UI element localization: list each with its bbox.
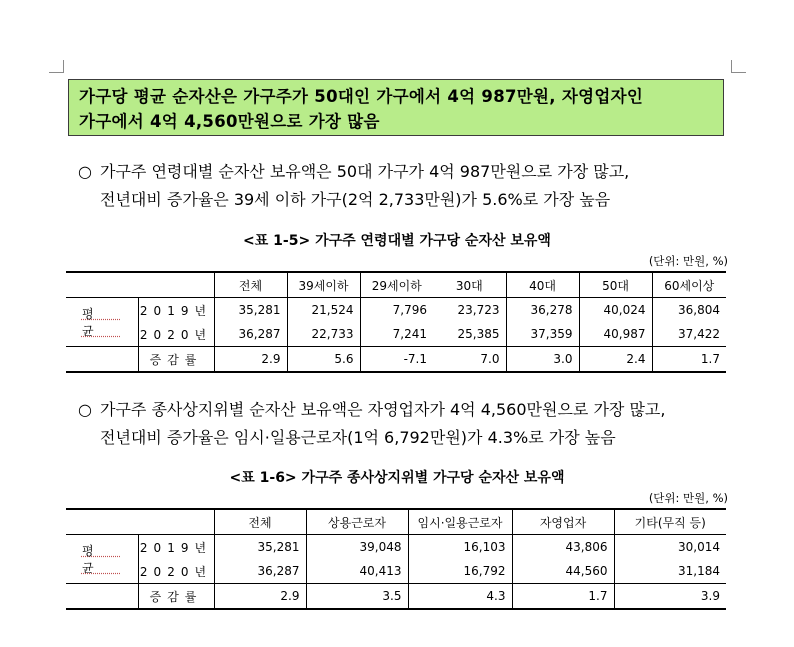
table1-inc-label: 증감률	[138, 347, 214, 373]
table1-cell: 36,287	[214, 322, 287, 347]
table2-inc-cell: 3.9	[614, 584, 726, 610]
table2-unit: (단위: 만원, %)	[648, 491, 728, 505]
paragraph-status-line-2: 전년대비 증가율은 임시·일용근로자(1억 6,792만원)가 4.3%로 가장 높음	[100, 428, 616, 447]
table2-cell: 31,184	[614, 559, 726, 584]
table1-row-label: 2020년	[138, 322, 214, 347]
table-status-net-assets	[66, 508, 726, 610]
table2-cell: 16,792	[408, 559, 512, 584]
table1-inc-cell: 3.0	[506, 347, 579, 373]
table1-inc-cell: 2.9	[214, 347, 287, 373]
table2-row-2019	[66, 535, 726, 560]
table1-row-increase	[66, 347, 726, 373]
table1-col-2: 29세이하	[360, 272, 433, 298]
table2-col-1: 상용근로자	[306, 509, 408, 535]
table1-cell: 40,024	[579, 298, 652, 323]
headline-box	[68, 79, 724, 136]
table2-row-label: 2019년	[138, 535, 214, 560]
table1-group-label: 평 균	[81, 307, 122, 338]
table2-inc-cell: 3.5	[306, 584, 408, 610]
paragraph-age-line-1: 가구주 연령대별 순자산 보유액은 50대 가구가 4억 987만원으로 가장 많고,	[100, 162, 630, 181]
table1-cell: 37,359	[506, 322, 579, 347]
table1-inc-cell: -7.1	[360, 347, 433, 373]
table1-row-2020	[66, 322, 726, 347]
table2-inc-label: 증감률	[138, 584, 214, 610]
paragraph-status-line-1: 가구주 종사상지위별 순자산 보유액은 자영업자가 4억 4,560만원으로 가장 많고,	[100, 400, 666, 419]
table2-cell: 44,560	[512, 559, 614, 584]
table1-col-5: 50대	[579, 272, 652, 298]
table2-cell: 30,014	[614, 535, 726, 560]
table1-cell: 40,987	[579, 322, 652, 347]
table1-cell: 36,278	[506, 298, 579, 323]
crop-mark-left	[49, 60, 64, 73]
table2-row-label: 2020년	[138, 559, 214, 584]
table1-cell: 7,241	[360, 322, 433, 347]
table1-col-1: 39세이하	[287, 272, 360, 298]
table2-cell: 43,806	[512, 535, 614, 560]
table2-col-0: 전체	[214, 509, 306, 535]
table2-cell: 35,281	[214, 535, 306, 560]
table2-cell: 40,413	[306, 559, 408, 584]
table1-header-row	[66, 272, 726, 298]
headline-line-1: 가구당 평균 순자산은 가구주가 50대인 가구에서 4억 987만원, 자영업자인	[79, 87, 644, 106]
paragraph-age-line-2: 전년대비 증가율은 39세 이하 가구(2억 2,733만원)가 5.6%로 가장 높음	[100, 190, 611, 209]
table1-cell: 23,723	[457, 303, 500, 317]
table1-col-3: 30대	[433, 272, 506, 298]
table1-cell: 7,796	[360, 298, 433, 323]
table2-cell: 39,048	[306, 535, 408, 560]
table2-row-increase	[66, 584, 726, 610]
bullet-circle-icon: ○	[78, 162, 92, 181]
table1-cell: 25,385	[457, 327, 500, 341]
table2-inc-cell: 1.7	[512, 584, 614, 610]
crop-mark-right	[731, 60, 746, 73]
table2-col-4: 기타(무직 등)	[614, 509, 726, 535]
bullet-circle-icon: ○	[78, 400, 92, 419]
table2-col-2: 임시·일용근로자	[408, 509, 512, 535]
table2-inc-cell: 4.3	[408, 584, 512, 610]
table1-col-0: 전체	[214, 272, 287, 298]
table1-inc-cell: 1.7	[652, 347, 726, 373]
table1-col-4: 40대	[506, 272, 579, 298]
table1-cell: 36,804	[652, 298, 726, 323]
table1-col-6: 60세이상	[652, 272, 726, 298]
table2-inc-cell: 2.9	[214, 584, 306, 610]
table2-cell: 36,287	[214, 559, 306, 584]
table1-inc-cell: 7.0	[433, 347, 506, 373]
table2-row-2020	[66, 559, 726, 584]
table1-cell: 22,733	[287, 322, 360, 347]
table2-group-label: 평 균	[81, 544, 122, 575]
table-age-net-assets	[66, 271, 726, 373]
table2-cell: 16,103	[408, 535, 512, 560]
paragraph-age	[78, 158, 629, 214]
table1-inc-cell: 2.4	[579, 347, 652, 373]
table1-cell: 21,524	[287, 298, 360, 323]
paragraph-status	[78, 396, 665, 452]
table1-row-label: 2019년	[138, 298, 214, 323]
table2-header-row	[66, 509, 726, 535]
table2-caption: <표 1-6> 가구주 종사상지위별 가구당 순자산 보유액	[229, 470, 565, 486]
table1-caption: <표 1-5> 가구주 연령대별 가구당 순자산 보유액	[243, 233, 551, 249]
table1-row-2019	[66, 298, 726, 323]
headline-line-2: 가구에서 4억 4,560만원으로 가장 많음	[79, 112, 380, 131]
table2-col-3: 자영업자	[512, 509, 614, 535]
table1-inc-cell: 5.6	[287, 347, 360, 373]
table1-cell: 35,281	[214, 298, 287, 323]
table1-cell: 37,422	[652, 322, 726, 347]
table1-unit: (단위: 만원, %)	[648, 254, 728, 268]
